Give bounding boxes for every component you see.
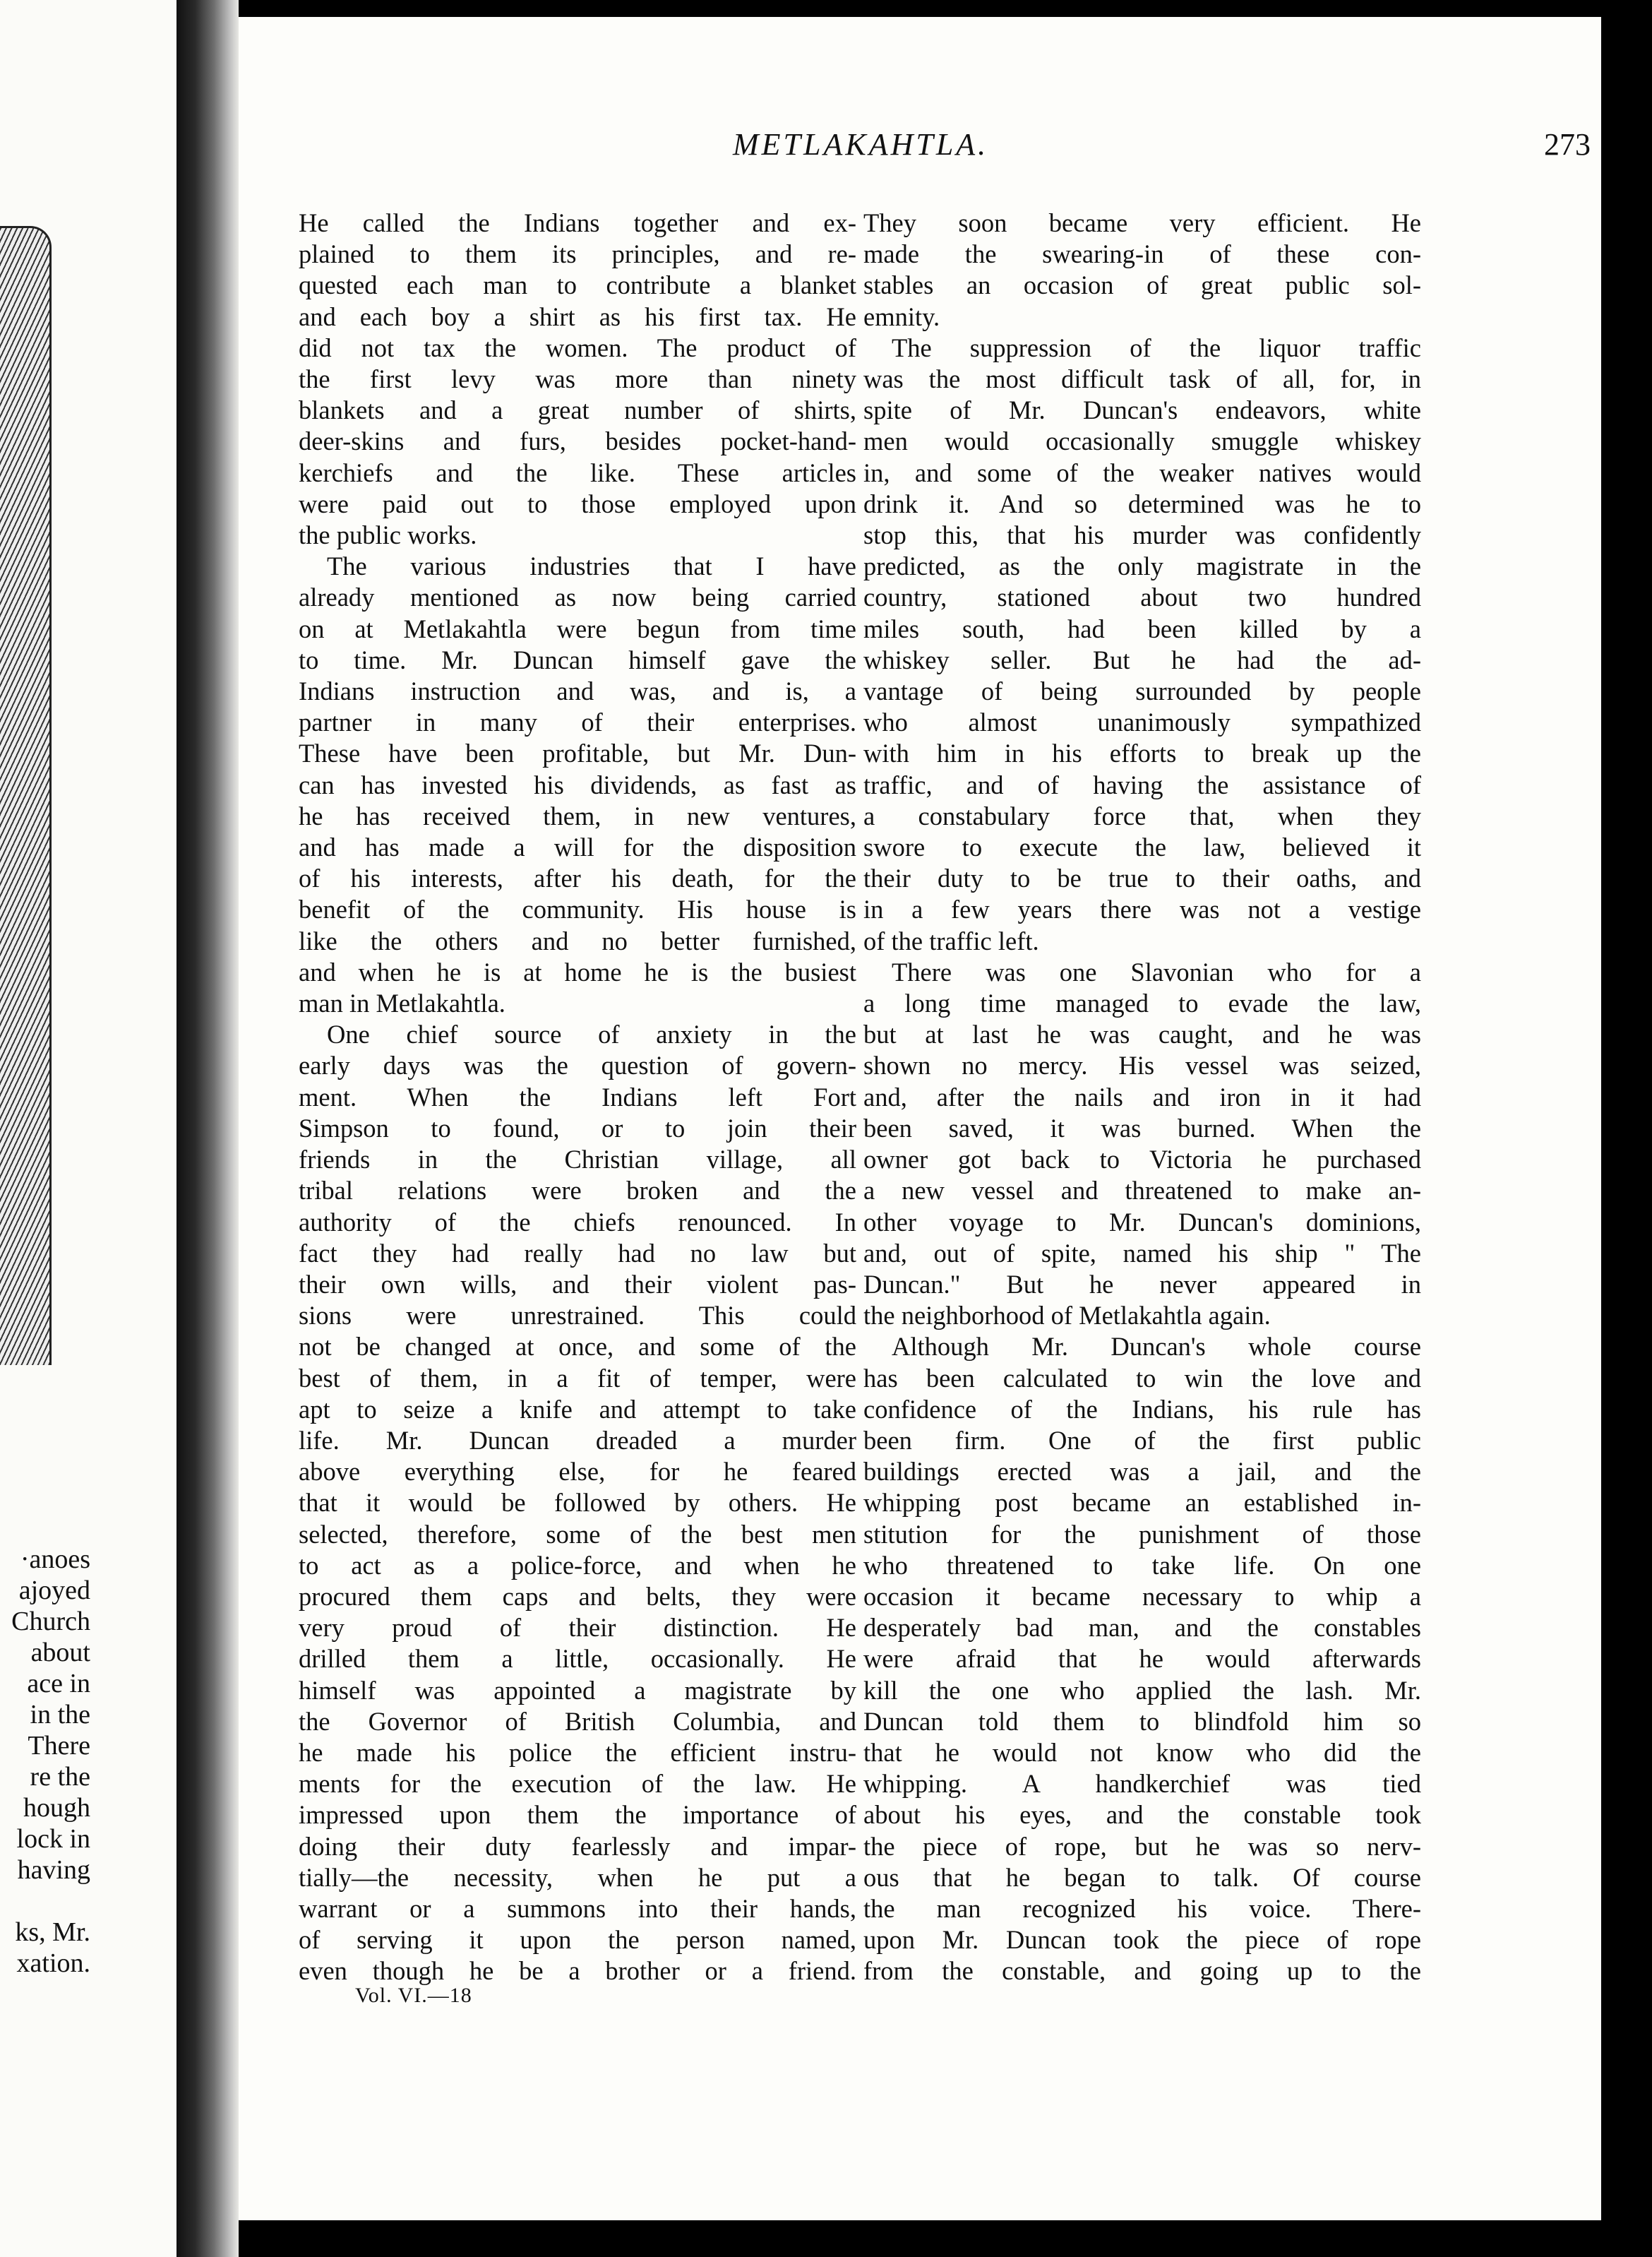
text-line: of the traffic left. [863,926,1039,955]
text-line: warrant or a summons into their hands, [299,1893,856,1923]
text-line: but at last he was caught, and he was [863,1020,1421,1049]
text-line: of serving it upon the person named, [299,1925,856,1955]
text-line: kerchiefs and the like. These articles [299,458,856,487]
text-line: ments for the execution of the law. He [299,1769,856,1799]
facing-page-text [0,1544,90,1979]
facing-page-line: about [30,1638,90,1667]
text-line: he has received them, in new ventures, [299,801,856,830]
facing-page-line: ace in [27,1669,90,1698]
text-line: not be changed at once, and some of the [299,1332,856,1362]
text-line: did not tax the women. The product of [299,333,856,362]
text-line: the public works. [299,520,477,550]
text-line: The various industries that I have [327,552,856,581]
text-line: above everything else, for he feared [299,1457,856,1487]
text-line: made the swearing-in of these con- [863,239,1421,269]
text-line: selected, therefore, some of the best men [299,1519,856,1549]
facing-page-line: lock in [16,1824,90,1854]
text-line: vantage of being surrounded by people [863,677,1421,706]
facing-page-line: ajoyed [18,1576,90,1605]
left-text-column [299,208,856,1987]
text-line: blankets and a great number of shirts, [299,395,856,425]
text-line: in a few years there was not a vestige [863,895,1421,924]
book-page [239,17,1601,2220]
text-line: the Governor of British Columbia, and [299,1706,856,1736]
text-line: was the most difficult task of all, for, in [863,364,1421,394]
text-line: that it would be followed by others. He [299,1488,856,1518]
text-line: The suppression of the liquor traffic [892,333,1421,362]
text-line: that he would not know who did the [863,1737,1421,1767]
text-line: the man recognized his voice. There- [863,1893,1421,1923]
facing-page-line: ks, Mr. [15,1917,90,1947]
text-line: doing their duty fearlessly and impar- [299,1831,856,1861]
text-line: early days was the question of govern- [299,1051,856,1080]
text-line: Duncan told them to blindfold him so [863,1706,1421,1736]
text-line: tially—the necessity, when he put a [299,1862,856,1892]
text-line: friends in the Christian village, all [299,1145,856,1174]
text-line: fact they had really had no law but [299,1238,856,1268]
text-line: shown no mercy. His vessel was seized, [863,1051,1421,1080]
text-line: to time. Mr. Duncan himself gave the [299,645,856,674]
text-line: ous that he began to talk. Of course [863,1862,1421,1892]
text-line: Duncan." But he never appeared in [863,1269,1421,1299]
text-line: drink it. And so determined was he to [863,489,1421,518]
text-line: with him in his efforts to break up the [863,739,1421,768]
text-line: and, out of spite, named his ship " The [863,1238,1421,1268]
text-line: country, stationed about two hundred [863,583,1421,612]
text-line: has been calculated to win the love and [863,1363,1421,1393]
text-line: to act as a police-force, and when he [299,1550,856,1580]
running-title: METLAKAHTLA. [733,127,989,162]
text-line: about his eyes, and the constable took [863,1800,1421,1830]
text-line: miles south, had been killed by a [863,614,1421,643]
text-line: very proud of their distinction. He [299,1613,856,1643]
engraving-illustration [0,226,52,1365]
text-line: of his interests, after his death, for the [299,864,856,893]
book-spine-gutter [176,0,239,2257]
text-line: ment. When the Indians left Fort [299,1082,856,1112]
text-line: men would occasionally smuggle whiskey [863,427,1421,456]
text-line: in, and some of the weaker natives would [863,458,1421,487]
text-line: a constabulary force that, when they [863,801,1421,830]
text-line: impressed upon them the importance of [299,1800,856,1830]
facing-page-line: xation. [16,1948,90,1978]
text-line: upon Mr. Duncan took the piece of rope [863,1925,1421,1955]
text-line: One chief source of anxiety in the [327,1020,856,1049]
text-line: occasion it became necessary to whip a [863,1581,1421,1611]
signature-mark: Vol. VI.—18 [355,1984,472,2007]
text-line: deer-skins and furs, besides pocket-hand- [299,427,856,456]
text-line: were paid out to those employed upon [299,489,856,518]
text-line: like the others and no better furnished, [299,926,856,955]
text-line: Indians instruction and was, and is, a [299,677,856,706]
text-line: Simpson to found, or to join their [299,1113,856,1143]
text-line: emnity. [863,302,940,331]
facing-page-line: There [28,1731,90,1761]
text-line: tribal relations were broken and the [299,1176,856,1205]
text-line: best of them, in a fit of temper, were [299,1363,856,1393]
text-line: and each boy a shirt as his first tax. He [299,302,856,331]
text-line: quested each man to contribute a blanket [299,270,856,300]
text-line: the piece of rope, but he was so nerv- [863,1831,1421,1861]
right-text-column [863,208,1421,1987]
text-line: stitution for the punishment of those [863,1519,1421,1549]
text-line: apt to seize a knife and attempt to take [299,1394,856,1424]
text-line: sions were unrestrained. This could [299,1301,856,1330]
text-line: spite of Mr. Duncan's endeavors, white [863,395,1421,425]
text-line: man in Metlakahtla. [299,989,505,1018]
text-line: benefit of the community. His house is [299,895,856,924]
text-line: plained to them its principles, and re- [299,239,856,269]
facing-page-line: ·anoes [20,1544,90,1574]
text-line: he made his police the efficient instru- [299,1737,856,1767]
text-line: Although Mr. Duncan's whole course [892,1332,1421,1362]
text-line: whipping. A handkerchief was tied [863,1769,1421,1799]
text-line: their own wills, and their violent pas- [299,1269,856,1299]
text-line: partner in many of their enterprises. [299,708,856,737]
facing-page-line: having [17,1855,90,1885]
text-line: and has made a will for the disposition [299,833,856,862]
text-line: and when he is at home he is the busiest [299,957,856,987]
text-line: authority of the chiefs renounced. In [299,1207,856,1237]
text-line: desperately bad man, and the constables [863,1613,1421,1643]
text-line: the neighborhood of Metlakahtla again. [863,1301,1271,1330]
text-line: on at Metlakahtla were begun from time [299,614,856,643]
page-number: 273 [1544,127,1591,162]
text-line: and, after the nails and iron in it had [863,1082,1421,1112]
text-line: a new vessel and threatened to make an- [863,1176,1421,1205]
text-line: the first levy was more than ninety [299,364,856,394]
text-line: been firm. One of the first public [863,1425,1421,1455]
text-line: who threatened to take life. On one [863,1550,1421,1580]
text-line: traffic, and of having the assistance of [863,770,1421,799]
text-line: can has invested his dividends, as fast as [299,770,856,799]
text-line: life. Mr. Duncan dreaded a murder [299,1425,856,1455]
text-line: They soon became very efficient. He [863,208,1421,237]
text-line: were afraid that he would afterwards [863,1644,1421,1674]
running-head [239,126,1601,169]
text-line: from the constable, and going up to the [863,1956,1421,1986]
text-line: kill the one who applied the lash. Mr. [863,1675,1421,1705]
text-line: procured them caps and belts, they were [299,1581,856,1611]
text-line: whiskey seller. But he had the ad- [863,645,1421,674]
text-line: already mentioned as now being carried [299,583,856,612]
text-line: There was one Slavonian who for a [892,957,1421,987]
text-line: buildings erected was a jail, and the [863,1457,1421,1487]
facing-page-line: re the [30,1762,90,1792]
facing-page-line: in the [30,1700,90,1729]
facing-page-line [0,1886,90,1917]
text-line: swore to execute the law, believed it [863,833,1421,862]
text-line: stables an occasion of great public sol- [863,270,1421,300]
text-line: himself was appointed a magistrate by [299,1675,856,1705]
facing-page-line: hough [23,1793,90,1823]
text-line: These have been profitable, but Mr. Dun- [299,739,856,768]
text-line: stop this, that his murder was confidently [863,520,1421,550]
text-line: drilled them a little, occasionally. He [299,1644,856,1674]
text-line: confidence of the Indians, his rule has [863,1394,1421,1424]
text-line: owner got back to Victoria he purchased [863,1145,1421,1174]
text-line: whipping post became an established in- [863,1488,1421,1518]
text-line: been saved, it was burned. When the [863,1113,1421,1143]
text-line: other voyage to Mr. Duncan's dominions, [863,1207,1421,1237]
text-line: who almost unanimously sympathized [863,708,1421,737]
text-line: a long time managed to evade the law, [863,989,1421,1018]
text-line: their duty to be true to their oaths, and [863,864,1421,893]
text-line: even though he be a brother or a friend. [299,1956,856,1986]
facing-page [0,0,176,2257]
facing-page-line: Church [11,1607,90,1636]
text-line: predicted, as the only magistrate in the [863,552,1421,581]
text-line: He called the Indians together and ex- [299,208,856,237]
